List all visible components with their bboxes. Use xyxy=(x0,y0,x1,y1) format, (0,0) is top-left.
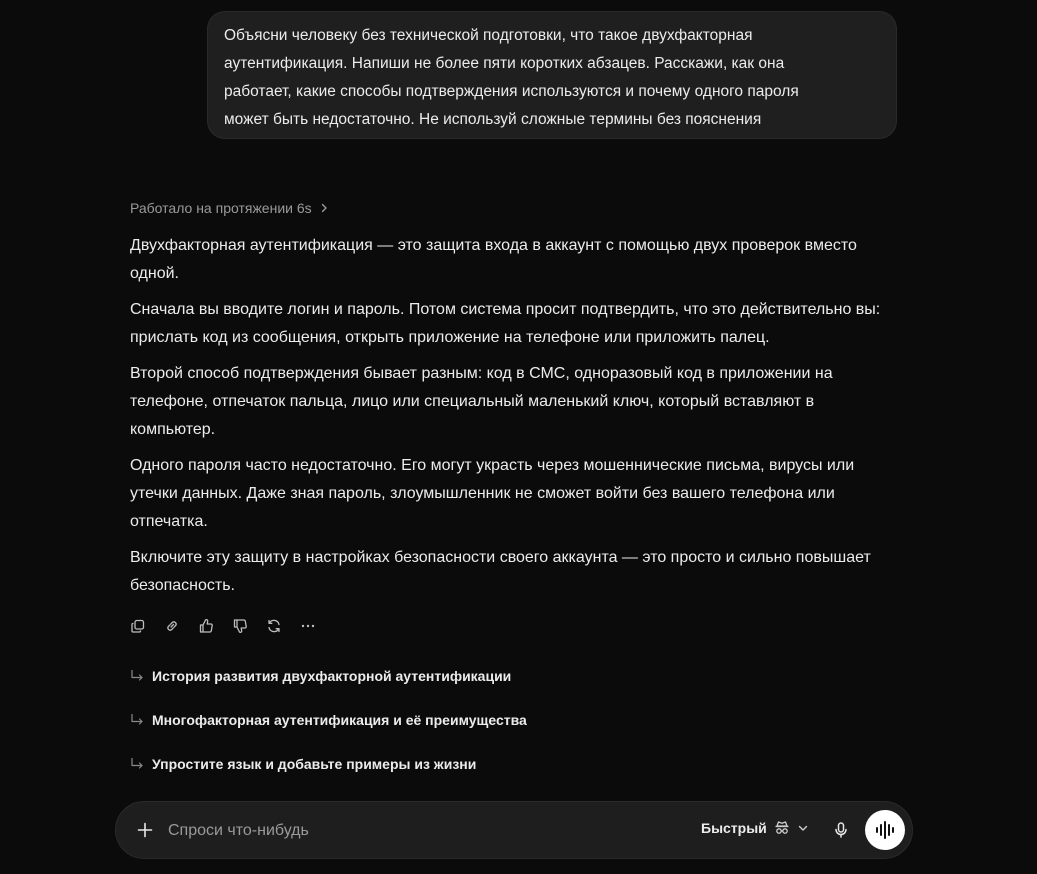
voice-mode-button[interactable] xyxy=(865,810,905,850)
like-button[interactable] xyxy=(196,614,216,638)
thinking-duration-toggle[interactable] xyxy=(130,198,330,218)
incognito-icon xyxy=(773,819,791,837)
microphone-icon[interactable] xyxy=(832,821,850,839)
user-message-bubble xyxy=(207,11,897,139)
chevron-right-icon xyxy=(318,202,330,214)
reply-arrow-icon xyxy=(130,757,144,771)
thinking-duration-label: Работало на протяжении 6s xyxy=(130,200,312,216)
regenerate-button[interactable] xyxy=(264,614,284,638)
more-icon xyxy=(300,618,316,634)
thumbs-down-icon xyxy=(232,618,248,634)
chevron-down-icon xyxy=(797,822,809,834)
user-message-line: работает, какие способы подтверждения используются и почему одного пароля xyxy=(224,83,799,100)
model-selector[interactable] xyxy=(701,819,809,837)
suggestion-item[interactable] xyxy=(130,668,511,684)
assistant-answer xyxy=(130,232,900,608)
prompt-input[interactable] xyxy=(166,818,670,844)
message-actions xyxy=(128,614,318,638)
user-message-line: Объясни человеку без технической подготовки, что такое двухфакторная xyxy=(224,27,753,44)
waveform-icon xyxy=(874,819,896,841)
suggestion-label: Упростите язык и добавьте примеры из жизни xyxy=(152,756,477,772)
answer-paragraph: Сначала вы вводите логин и пароль. Потом система просит подтвердить, что это действительно вы: прислать код из сообщения, открыть приложение на телефоне или приложить палец. xyxy=(130,301,881,346)
link-icon xyxy=(164,618,180,634)
suggestion-item[interactable] xyxy=(130,712,527,728)
user-message-line: аутентификация. Напиши не более пяти коротких абзацев. Расскажи, как она xyxy=(224,55,785,72)
copy-button[interactable] xyxy=(128,614,148,638)
copy-icon xyxy=(130,618,146,634)
model-label: Быстрый xyxy=(701,820,767,836)
plus-icon[interactable] xyxy=(136,821,154,839)
answer-paragraph: Второй способ подтверждения бывает разным: код в СМС, одноразовый код в приложении на телефоне, отпечаток пальца, лицо или специальный маленький ключ, который вставляют в компьютер. xyxy=(130,365,833,438)
composer xyxy=(115,801,913,859)
reply-arrow-icon xyxy=(130,713,144,727)
answer-paragraph: Одного пароля часто недостаточно. Его могут украсть через мошеннические письма, вирусы или утечки данных. Даже зная пароль, злоумышленник не сможет войти без вашего телефона или отпечатка. xyxy=(130,457,855,530)
thumbs-up-icon xyxy=(198,618,214,634)
regenerate-icon xyxy=(266,618,282,634)
dislike-button[interactable] xyxy=(230,614,250,638)
share-link-button[interactable] xyxy=(162,614,182,638)
user-message-line: может быть недостаточно. Не используй сложные термины без пояснения xyxy=(224,111,762,128)
suggestion-label: Многофакторная аутентификация и её преимущества xyxy=(152,712,527,728)
answer-paragraph: Двухфакторная аутентификация — это защита входа в аккаунт с помощью двух проверок вместо одной. xyxy=(130,237,857,282)
suggestion-label: История развития двухфакторной аутентификации xyxy=(152,668,512,684)
more-options-button[interactable] xyxy=(298,614,318,638)
answer-paragraph: Включите эту защиту в настройках безопасности своего аккаунта — это просто и сильно повышает безопасность. xyxy=(130,549,871,594)
suggestion-item[interactable] xyxy=(130,756,476,772)
reply-arrow-icon xyxy=(130,669,144,683)
